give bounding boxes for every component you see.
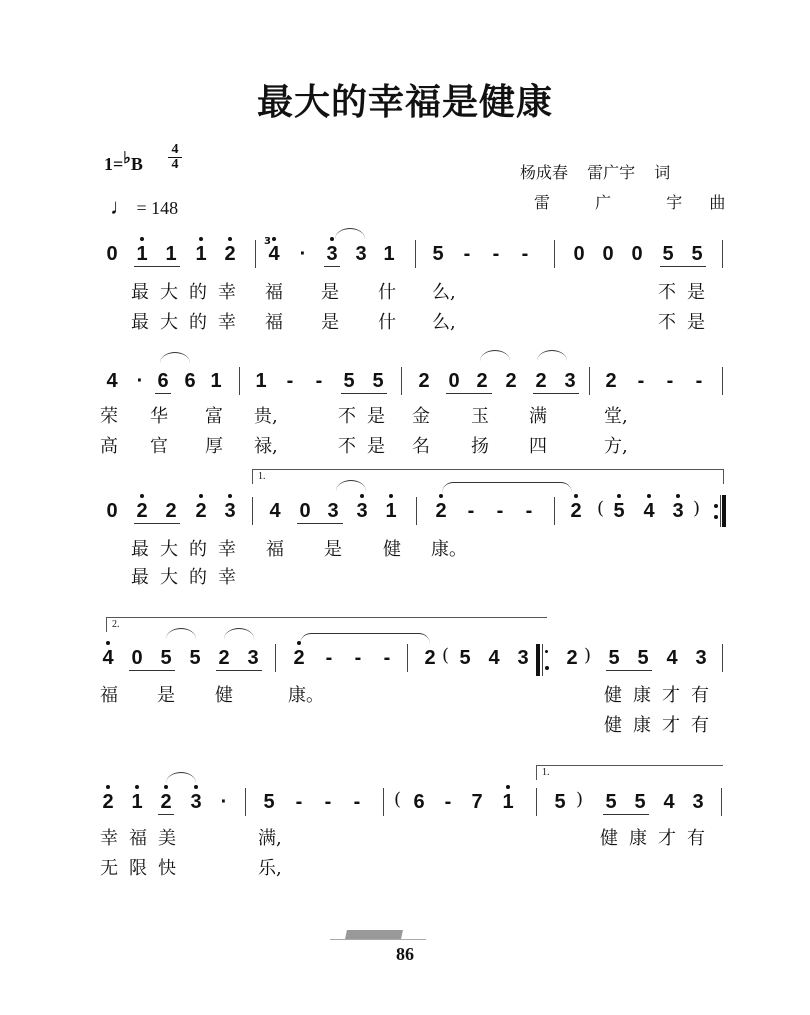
barline — [401, 367, 402, 395]
note: 0 — [106, 243, 118, 265]
slur — [166, 772, 196, 783]
note: - — [286, 370, 294, 392]
barline — [415, 240, 416, 268]
lyric: 什 — [378, 312, 396, 333]
note: 4 — [106, 370, 118, 392]
lyric: 玉 — [471, 406, 489, 427]
note: - — [496, 500, 504, 522]
lyric: 是 — [687, 312, 705, 333]
underline — [134, 266, 180, 267]
repeat-start-barline — [536, 644, 540, 676]
underline — [297, 523, 343, 524]
lyric: 是 — [687, 282, 705, 303]
note: 1 — [383, 500, 399, 522]
lyric: 康。 — [431, 539, 467, 560]
note: - — [525, 500, 533, 522]
first-ending-bracket — [536, 765, 723, 780]
note: 5 — [662, 243, 674, 265]
lyric: 金 — [412, 406, 430, 427]
paren-open: ( — [442, 645, 450, 666]
key-prefix: 1= — [104, 154, 124, 174]
lyric: 堂, — [604, 406, 628, 427]
note: 5 — [459, 647, 471, 669]
composer-label: 曲 — [709, 193, 726, 212]
note: 5 — [608, 647, 620, 669]
barline — [536, 788, 537, 816]
note: 1 — [165, 243, 177, 265]
note: 0 — [131, 647, 143, 669]
note: 2 — [433, 500, 449, 522]
barline — [255, 240, 256, 268]
note: 2 — [218, 647, 230, 669]
lyric: 福 — [100, 685, 118, 706]
barline — [416, 497, 417, 525]
grace-note: 3 — [264, 236, 271, 247]
note: 3 — [355, 243, 367, 265]
note: - — [463, 243, 471, 265]
note: - — [492, 243, 500, 265]
lyric: 贵, — [254, 406, 278, 427]
note: 1 — [255, 370, 267, 392]
lyric: 厚 — [205, 436, 223, 457]
note: 1 — [500, 791, 516, 813]
composer-char: 雷 — [534, 193, 551, 212]
underline — [155, 393, 171, 394]
note: 4 — [641, 500, 657, 522]
note: 3 — [327, 500, 339, 522]
note: - — [325, 647, 333, 669]
note: 6 — [413, 791, 425, 813]
note: 0 — [631, 243, 643, 265]
underline — [533, 393, 579, 394]
composer-char: 宇 — [666, 193, 683, 212]
tempo-value: = 148 — [136, 198, 179, 218]
lyric: 的 — [189, 567, 207, 588]
lyric: 健 — [604, 715, 622, 736]
lyric: 才 — [662, 715, 680, 736]
lyric: 官 — [150, 436, 168, 457]
lyric: 荣 — [100, 406, 118, 427]
note: 1 — [383, 243, 395, 265]
lyric: 不 — [338, 406, 356, 427]
note: · — [220, 791, 228, 813]
lyric: 福 — [265, 312, 283, 333]
note: 5 — [605, 791, 617, 813]
note: 5 — [691, 243, 703, 265]
lyric: 幸 — [218, 539, 236, 560]
repeat-end-barline — [722, 495, 726, 527]
lyric: 福 — [129, 828, 147, 849]
note: - — [444, 791, 452, 813]
key-signature — [104, 148, 143, 175]
note: 0 — [448, 370, 460, 392]
note: 5 — [611, 500, 627, 522]
lyric: 么, — [432, 312, 456, 333]
note: - — [383, 647, 391, 669]
lyric: 扬 — [471, 436, 489, 457]
barline — [721, 788, 722, 816]
barline — [720, 495, 721, 527]
lyric: 大 — [160, 567, 178, 588]
note: - — [637, 370, 645, 392]
note: 2 — [566, 647, 578, 669]
lyric: 康。 — [288, 685, 324, 706]
lyric: 幸 — [218, 312, 236, 333]
note: 3 — [324, 243, 340, 265]
time-sig-bottom: 4 — [171, 157, 179, 172]
note: 4 — [100, 647, 116, 669]
barline — [407, 644, 408, 672]
note: - — [295, 791, 303, 813]
lyric: 限 — [129, 858, 147, 879]
time-signature — [168, 143, 182, 172]
underline — [216, 670, 262, 671]
lyric: 无 — [100, 858, 118, 879]
footer-decoration — [345, 930, 403, 939]
note: 5 — [637, 647, 649, 669]
time-sig-top: 4 — [171, 142, 179, 157]
note: 3 — [670, 500, 686, 522]
lyric: 是 — [157, 685, 175, 706]
lyric: 有 — [691, 715, 709, 736]
lyric: 四 — [529, 436, 547, 457]
note: 3 — [695, 647, 707, 669]
note: 3 — [247, 647, 259, 669]
slur — [480, 350, 510, 361]
flat-icon: ♭ — [123, 150, 131, 167]
lyric: 乐, — [258, 858, 282, 879]
lyricist-credit — [520, 160, 670, 183]
lyric: 有 — [691, 685, 709, 706]
lyric: 不 — [658, 282, 676, 303]
lyric: 康 — [629, 828, 647, 849]
lyric: 满, — [258, 828, 282, 849]
paren-open: ( — [597, 498, 605, 519]
note: 4 — [663, 791, 675, 813]
underline — [660, 266, 706, 267]
underline — [129, 670, 175, 671]
note: 5 — [189, 647, 201, 669]
note: - — [521, 243, 529, 265]
note: - — [467, 500, 475, 522]
lyric: 康 — [633, 685, 651, 706]
lyric: 的 — [189, 312, 207, 333]
lyric: 大 — [160, 539, 178, 560]
note: 6 — [157, 370, 169, 392]
lyric: 华 — [150, 406, 168, 427]
barline — [383, 788, 384, 816]
lyric: 满 — [529, 406, 547, 427]
note: 5 — [634, 791, 646, 813]
lyric: 不 — [338, 436, 356, 457]
note: 1 — [134, 243, 150, 265]
volta-label: 1. — [258, 471, 266, 482]
lyric: 美 — [158, 828, 176, 849]
barline — [252, 497, 253, 525]
barline — [554, 240, 555, 268]
repeat-dot — [545, 666, 549, 670]
lyric: 才 — [662, 685, 680, 706]
underline — [603, 814, 649, 815]
note: 4 — [269, 500, 281, 522]
paren-close: ) — [584, 645, 592, 666]
lyric: 的 — [189, 539, 207, 560]
lyric: 才 — [658, 828, 676, 849]
barline — [722, 367, 723, 395]
underline — [324, 266, 340, 267]
note: · — [136, 370, 144, 392]
lyricist-label: 词 — [654, 163, 671, 182]
note: 3 — [692, 791, 704, 813]
slur — [537, 350, 567, 361]
tie — [300, 633, 430, 644]
note: - — [324, 791, 332, 813]
volta-label: 1. — [542, 767, 550, 778]
note: 6 — [184, 370, 196, 392]
slur — [160, 352, 190, 363]
lyric: 是 — [321, 312, 339, 333]
note: 2 — [165, 500, 177, 522]
note: 2 — [193, 500, 209, 522]
note: 3 — [188, 791, 204, 813]
lyric: 有 — [687, 828, 705, 849]
paren-close: ) — [693, 498, 701, 519]
lyric: 健 — [383, 539, 401, 560]
quarter-note-icon: ♩ — [110, 194, 132, 219]
underline — [158, 814, 174, 815]
lyric: 是 — [367, 406, 385, 427]
note: 5 — [343, 370, 355, 392]
lyric: 的 — [189, 282, 207, 303]
note: 0 — [602, 243, 614, 265]
note: 2 — [418, 370, 430, 392]
note: - — [354, 647, 362, 669]
lyric: 快 — [158, 858, 176, 879]
repeat-dot — [714, 504, 718, 508]
lyric: 最 — [131, 539, 149, 560]
underline — [134, 523, 180, 524]
paren-close: ) — [576, 789, 584, 810]
note: - — [353, 791, 361, 813]
lyric: 富 — [205, 406, 223, 427]
barline — [275, 644, 276, 672]
note: 5 — [160, 647, 172, 669]
note: 2 — [568, 500, 584, 522]
volta-label: 2. — [112, 619, 120, 630]
barline — [245, 788, 246, 816]
lyric: 健 — [600, 828, 618, 849]
lyric: 么, — [432, 282, 456, 303]
note: 1 — [210, 370, 222, 392]
note: 2 — [476, 370, 488, 392]
underline — [606, 670, 652, 671]
lyric: 健 — [215, 685, 233, 706]
lyric: 最 — [131, 312, 149, 333]
footer-rule — [330, 939, 426, 940]
lyric: 大 — [160, 312, 178, 333]
note: 2 — [605, 370, 617, 392]
lyric: 方, — [604, 436, 628, 457]
lyric: 幸 — [100, 828, 118, 849]
underline — [341, 393, 387, 394]
note: 2 — [158, 791, 174, 813]
lyric: 最 — [131, 282, 149, 303]
key-note: B — [130, 154, 143, 174]
composer-char: 广 — [595, 193, 612, 212]
note: 2 — [291, 647, 307, 669]
repeat-dot — [545, 650, 548, 653]
lyricist-name-2: 雷广宇 — [587, 163, 636, 182]
note: 2 — [505, 370, 517, 392]
note: 1 — [193, 243, 209, 265]
note: 5 — [432, 243, 444, 265]
note: 3 — [564, 370, 576, 392]
lyric: 是 — [324, 539, 342, 560]
note: 3 — [354, 500, 370, 522]
note: 3 — [222, 500, 238, 522]
note: - — [666, 370, 674, 392]
lyric: 最 — [131, 567, 149, 588]
note: 4 — [266, 243, 282, 265]
lyric: 不 — [658, 312, 676, 333]
note: 2 — [100, 791, 116, 813]
barline — [722, 644, 723, 672]
note: 2 — [424, 647, 436, 669]
barline — [239, 367, 240, 395]
note: 7 — [471, 791, 483, 813]
tempo-marking — [110, 194, 178, 220]
note: 0 — [299, 500, 311, 522]
lyric: 是 — [321, 282, 339, 303]
note: · — [299, 243, 307, 265]
note: 2 — [535, 370, 547, 392]
lyric: 健 — [604, 685, 622, 706]
note: 1 — [129, 791, 145, 813]
lyric: 福 — [265, 282, 283, 303]
paren-open: ( — [394, 789, 402, 810]
lyric: 幸 — [218, 567, 236, 588]
lyric: 什 — [378, 282, 396, 303]
note: 4 — [666, 647, 678, 669]
lyric: 禄, — [254, 436, 278, 457]
lyric: 幸 — [218, 282, 236, 303]
barline — [554, 497, 555, 525]
lyric: 名 — [412, 436, 430, 457]
note: 2 — [134, 500, 150, 522]
note: 2 — [222, 243, 238, 265]
barline — [589, 367, 590, 395]
song-title: 最大的幸福是健康 — [256, 82, 553, 123]
composer-credit — [534, 190, 725, 213]
note: 0 — [573, 243, 585, 265]
lyricist-name: 杨成春 — [520, 163, 569, 182]
repeat-dot — [714, 515, 718, 519]
note: 0 — [106, 500, 118, 522]
note: 4 — [488, 647, 500, 669]
lyric: 大 — [160, 282, 178, 303]
note: - — [315, 370, 323, 392]
note: 5 — [263, 791, 275, 813]
lyric: 康 — [633, 715, 651, 736]
lyric: 高 — [100, 436, 118, 457]
lyric: 是 — [367, 436, 385, 457]
barline — [542, 644, 543, 676]
tie — [442, 482, 572, 493]
slur — [335, 228, 365, 239]
note: 3 — [517, 647, 529, 669]
note: - — [695, 370, 703, 392]
note: 5 — [554, 791, 566, 813]
lyric: 福 — [266, 539, 284, 560]
page-number: 86 — [396, 944, 414, 964]
barline — [722, 240, 723, 268]
underline — [446, 393, 492, 394]
note: 5 — [372, 370, 384, 392]
